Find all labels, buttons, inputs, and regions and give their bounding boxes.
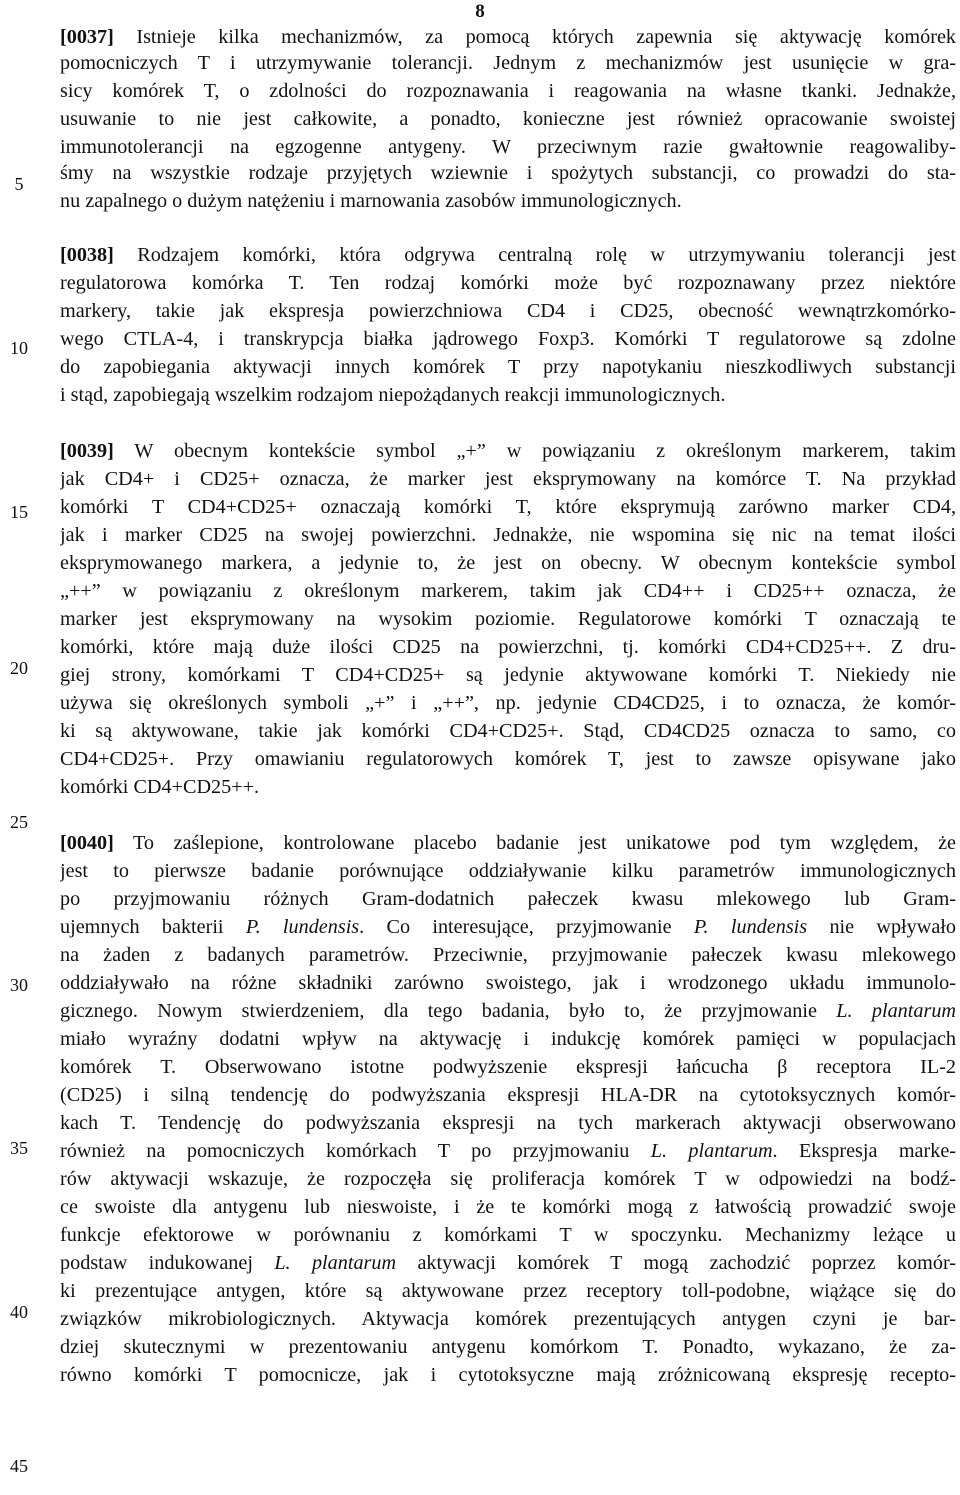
line-number: 35	[10, 1138, 28, 1158]
text-line	[60, 606, 956, 632]
text-line	[60, 914, 956, 940]
text-line	[60, 718, 956, 744]
species-name: P. lundensis	[245, 916, 360, 938]
text-line	[60, 1026, 956, 1052]
line-number: 5	[14, 174, 24, 194]
text-line	[60, 858, 956, 884]
text-run: rów aktywacji wskazuje, że rozpoczęła się proliferacja komórek T w odpowiedzi na bodź-	[60, 1168, 956, 1190]
text-line	[60, 662, 956, 688]
text-run: jest to pierwsze badanie porównujące oddziaływanie kilku parametrów immunologicznych	[60, 860, 956, 882]
text-run: Istnieje kilka mechanizmów, za pomocą których zapewnia się aktywację komórek	[113, 26, 956, 48]
text-run: „++” w powiązaniu z określonym markerem, takim jak CD4++ i CD25++ oznacza, że	[60, 580, 956, 602]
text-run: jak CD4+ i CD25+ oznacza, że marker jest eksprymowany na komórce T. Na przykład	[60, 468, 956, 490]
text-run: ki są aktywowane, takie jak komórki CD4+CD25+. Stąd, CD4CD25 oznacza to samo, co	[60, 720, 956, 742]
text-run: związków mikrobiologicznych. Aktywacja komórek prezentujących antygen czyni je bar-	[60, 1308, 956, 1330]
text-line	[60, 1362, 956, 1388]
paragraph-number: [0040]	[60, 832, 114, 854]
text-line	[60, 1306, 956, 1332]
text-run: . Ekspresja marke-	[772, 1140, 956, 1162]
text-run: komórki CD4+CD25++.	[60, 776, 260, 798]
text-run: kach T. Tendencję do podwyższania ekspresji na tych markerach aktywacji obserwowano	[60, 1112, 956, 1134]
text-run: również na pomocniczych komórkach T po przyjmowaniu	[60, 1140, 651, 1162]
text-run: marker jest eksprymowany na wysokim poziomie. Regulatorowe komórki T oznaczają te	[60, 608, 956, 630]
text-run: komórki T CD4+CD25+ oznaczają komórki T, które eksprymują zarówno marker CD4,	[60, 496, 956, 518]
text-line	[60, 1278, 956, 1304]
text-run: nie wpływało	[807, 916, 956, 938]
text-line	[60, 106, 956, 132]
text-line	[60, 998, 956, 1024]
text-run: i stąd, zapobiegają wszelkim rodzajom niepożądanych reakcji immunologicznych.	[60, 384, 726, 406]
text-run: używa się określonych symboli „+” i „++”, np. jedynie CD4CD25, i to oznacza, że komór-	[60, 692, 956, 714]
text-line	[60, 1082, 956, 1108]
text-run: równo komórki T pomocnicze, jak i cytotoksyczne mają zróżnicowaną ekspresję recepto-	[60, 1364, 956, 1386]
line-number: 10	[10, 338, 28, 358]
text-line	[60, 886, 956, 912]
text-run: regulatorowa komórka T. Ten rodzaj komórki może być rozpoznawany przez niektóre	[60, 272, 956, 294]
text-run: nu zapalnego o dużym natężeniu i marnowania zasobów immunologicznych.	[60, 190, 682, 212]
text-line	[60, 1222, 956, 1248]
line-number: 30	[10, 975, 28, 995]
text-run: ki prezentujące antygen, które są aktywowane przez receptory toll-podobne, wiążące się do	[60, 1280, 956, 1302]
text-line	[60, 1250, 956, 1276]
text-line	[60, 830, 956, 856]
text-run: wego CTLA-4, i transkrypcja białka jądrowego Foxp3. Komórki T regulatorowe są zdolne	[60, 328, 956, 350]
text-run: komórki, które mają duże ilości CD25 na powierzchni, tj. komórki CD4+CD25++. Z dru-	[60, 636, 956, 658]
text-line	[60, 1194, 956, 1220]
text-line	[60, 1138, 956, 1164]
paragraph-number: [0038]	[60, 244, 114, 266]
text-run: CD4+CD25+. Przy omawianiu regulatorowych komórek T, jest to zawsze opisywane jako	[60, 748, 956, 770]
text-line	[60, 1110, 956, 1136]
text-line	[60, 50, 956, 76]
text-line	[60, 942, 956, 968]
text-line	[60, 550, 956, 576]
text-run: do zapobiegania aktywacji innych komórek T przy napotykaniu nieszkodliwych substancji	[60, 356, 956, 378]
text-run: śmy na wszystkie rodzaje przyjętych wziewnie i spożytych substancji, co prowadzi do sta-	[60, 162, 956, 184]
text-line	[60, 438, 956, 464]
text-line	[60, 1334, 956, 1360]
text-run: jak i marker CD25 na swojej powierzchni. Jednakże, nie wspomina się nic na temat ilości	[60, 524, 956, 546]
text-run: komórek T. Obserwowano istotne podwyższenie ekspresji łańcucha β receptora IL-2	[60, 1056, 956, 1078]
text-line	[60, 634, 956, 660]
text-run: W obecnym kontekście symbol „+” w powiązaniu z określonym markerem, takim	[113, 440, 956, 462]
text-run: aktywacji komórek T mogą zachodzić poprzez komór-	[396, 1252, 956, 1274]
text-line	[60, 1054, 956, 1080]
paragraph-number: [0037]	[60, 26, 114, 48]
line-number: 15	[10, 502, 28, 522]
text-line	[60, 134, 956, 160]
text-run: dziej skutecznymi w prezentowaniu antygenu komórkom T. Ponadto, wykazano, że za-	[60, 1336, 956, 1358]
species-name: L. plantarum	[274, 1252, 397, 1274]
text-run: ce swoiste dla antygenu lub nieswoiste, i że te komórki mogą z łatwością prowadzić swoje	[60, 1196, 956, 1218]
text-line	[60, 326, 956, 352]
text-line	[60, 160, 956, 186]
line-number: 45	[10, 1456, 28, 1476]
text-line	[60, 466, 956, 492]
text-run: na żaden z badanych parametrów. Przeciwnie, przyjmowanie pałeczek kwasu mlekowego	[60, 944, 956, 966]
text-run: markery, takie jak ekspresja powierzchniowa CD4 i CD25, obecność wewnątrzkomórko-	[60, 300, 956, 322]
text-run: miało wyraźny dodatni wpływ na aktywację i indukcję komórek pamięci w populacjach	[60, 1028, 956, 1050]
text-run: sicy komórek T, o zdolności do rozpoznawania i reagowania na własne tkanki. Jednakże,	[60, 80, 956, 102]
text-run: . Co interesujące, przyjmowanie	[359, 916, 694, 938]
text-run: ujemnych bakterii	[60, 916, 246, 938]
text-run: eksprymowanego markera, a jedynie to, że jest on obecny. W obecnym kontekście symbol	[60, 552, 956, 574]
text-run: usuwanie to nie jest całkowite, a ponadto, konieczne jest również opracowanie swoistej	[60, 108, 956, 130]
text-run: podstaw indukowanej	[60, 1252, 275, 1274]
text-run: pomocniczych T i utrzymywanie tolerancji. Jednym z mechanizmów jest usunięcie w gra-	[60, 52, 956, 74]
text-line	[60, 1166, 956, 1192]
species-name: L. plantarum	[836, 1000, 956, 1022]
paragraph-number: [0039]	[60, 440, 114, 462]
line-number: 20	[10, 658, 28, 678]
text-line	[60, 188, 956, 214]
text-run: po przyjmowaniu różnych Gram-dodatnich pałeczek kwasu mlekowego lub Gram-	[60, 888, 956, 910]
text-line	[60, 270, 956, 296]
text-line	[60, 354, 956, 380]
text-line	[60, 298, 956, 324]
text-run: (CD25) i silną tendencję do podwyższania ekspresji HLA-DR na cytotoksycznych komór-	[60, 1084, 956, 1106]
text-run: immunotolerancji na egzogenne antygeny. W przeciwnym razie gwałtownie reagowaliby-	[60, 136, 956, 158]
text-line	[60, 774, 956, 800]
text-line	[60, 494, 956, 520]
line-number: 40	[10, 1302, 28, 1322]
text-line	[60, 970, 956, 996]
text-line	[60, 24, 956, 50]
text-line	[60, 522, 956, 548]
text-run: giej strony, komórkami T CD4+CD25+ są jedynie aktywowane komórki T. Niekiedy nie	[60, 664, 956, 686]
text-line	[60, 382, 956, 408]
text-run: To zaślepione, kontrolowane placebo badanie jest unikatowe pod tym względem, że	[113, 832, 956, 854]
page-number: 8	[475, 1, 485, 22]
species-name: P. lundensis	[693, 916, 808, 938]
line-number: 25	[10, 812, 28, 832]
text-line	[60, 78, 956, 104]
species-name: L. plantarum	[650, 1140, 773, 1162]
text-line	[60, 746, 956, 772]
text-line	[60, 690, 956, 716]
text-run: gicznego. Nowym stwierdzeniem, dla tego badania, było to, że przyjmowanie	[60, 1000, 837, 1022]
text-line	[60, 242, 956, 268]
text-run: funkcje efektorowe w porównaniu z komórkami T w spoczynku. Mechanizmy leżące u	[60, 1224, 956, 1246]
text-line	[60, 578, 956, 604]
text-run: Rodzajem komórki, która odgrywa centralną rolę w utrzymywaniu tolerancji jest	[113, 244, 956, 266]
text-run: oddziaływało na różne składniki zarówno swoistego, jak i wrodzonego układu immunolo-	[60, 972, 956, 994]
